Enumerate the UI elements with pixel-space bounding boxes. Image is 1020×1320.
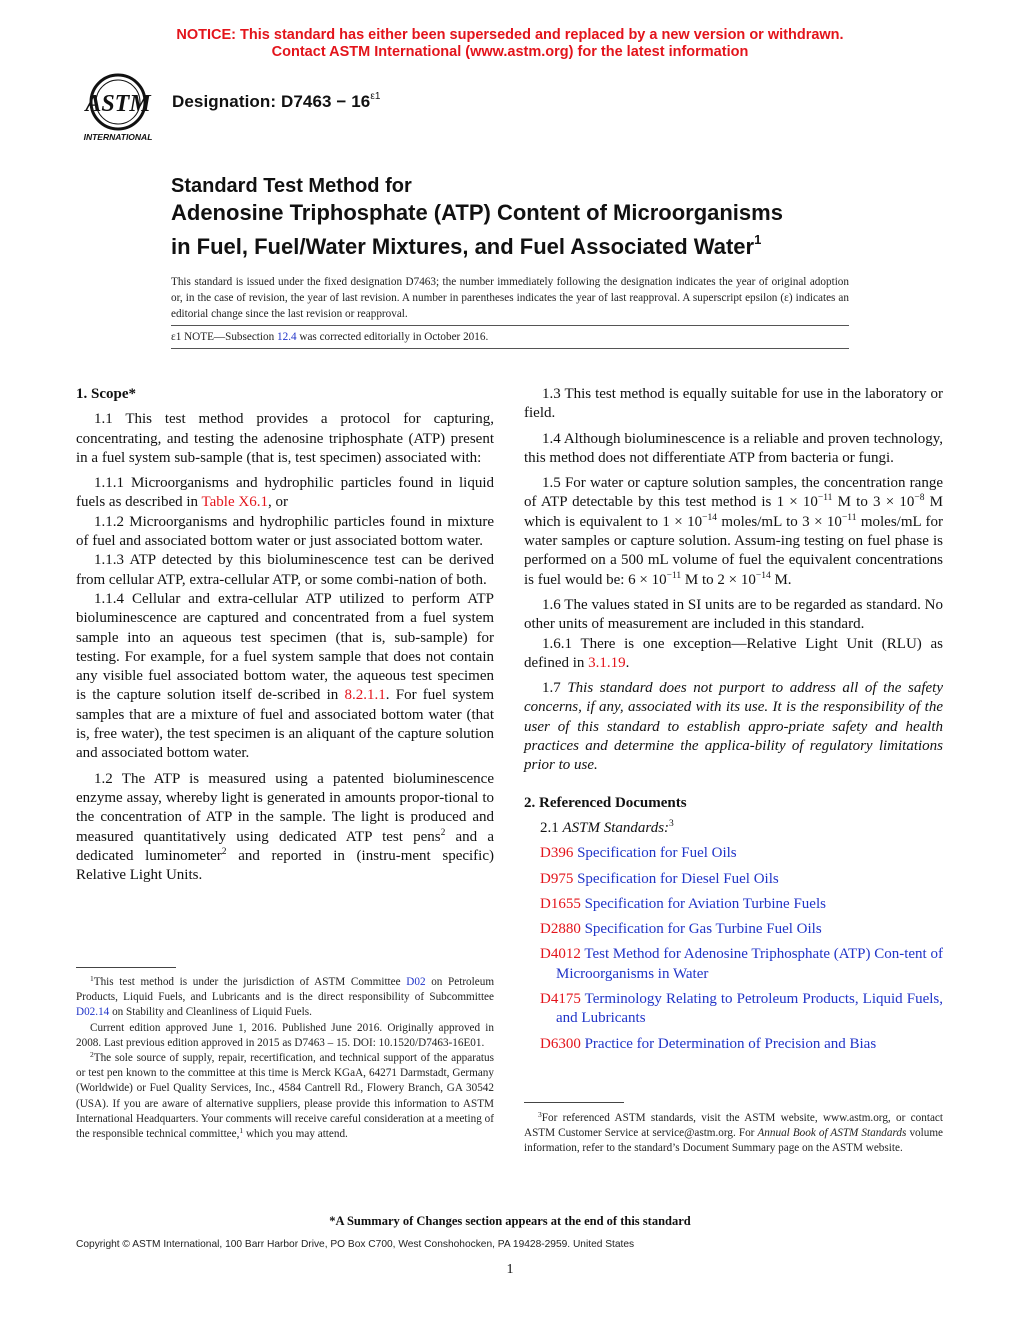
issued-note: This standard is issued under the fixed designation D7463; the number immediately following the designation indicates the year of original adoption or, in the case of revision, the year of last revision. A number in parentheses indicates the year of last reapproval. A superscript epsilon (ε) indicates an editorial change since the last revision or reapproval.	[171, 276, 849, 320]
notice-line-1: NOTICE: This standard has either been superseded and replaced by a new version or withdrawn.	[176, 27, 844, 43]
designation	[172, 91, 381, 112]
footnote-divider-right	[524, 1102, 624, 1103]
page-number: 1	[506, 1262, 514, 1277]
paragraph-1-1-3: 1.1.3 ATP detected by this bioluminescence test can be derived from cellular ATP, extra-cellular ATP, or some combi-nation of both.	[76, 552, 494, 588]
title-line-3: in Fuel, Fuel/Water Mixtures, and Fuel Associated Water	[171, 234, 755, 259]
reference-item[interactable]: D396 Specification for Fuel Oils	[540, 845, 737, 862]
epsilon-note	[171, 331, 488, 343]
scope-heading: 1. Scope*	[76, 386, 136, 402]
withdrawal-notice	[0, 27, 1020, 61]
astm-logo-icon	[76, 72, 160, 144]
epsilon-note-suffix: was corrected editorially in October 2016.	[299, 331, 489, 343]
footnote-divider-left	[76, 967, 176, 968]
subsection-12-4-link[interactable]: 12.4	[277, 331, 297, 343]
section-3-1-19-link[interactable]: 3.1.19	[588, 654, 626, 671]
summary-of-changes-note: *A Summary of Changes section appears at the end of this standard	[329, 1214, 691, 1228]
right-column	[524, 385, 943, 1060]
reference-item[interactable]: D4012 Test Method for Adenosine Triphosphate (ATP) Con-tent of Microorganisms in Water	[540, 946, 943, 982]
section-8-2-1-1-link[interactable]: 8.2.1.1	[344, 687, 386, 704]
logo-letters: ASTM	[85, 91, 151, 117]
title-line-1: Standard Test Method for	[171, 175, 412, 197]
title-footnote-mark: 1	[754, 232, 762, 247]
footnotes-right	[524, 1111, 943, 1157]
reference-list	[524, 844, 943, 1054]
reference-item[interactable]: D4175 Terminology Relating to Petroleum Products, Liquid Fuels, and Lubricants	[540, 991, 944, 1027]
reference-item[interactable]: D6300 Practice for Determination of Precision and Bias	[540, 1035, 877, 1052]
astm-standards-subheading: 2.1 ASTM Standards:$^3$	[540, 818, 674, 836]
reference-item[interactable]: D975 Specification for Diesel Fuel Oils	[540, 870, 779, 887]
referenced-documents-heading: 2. Referenced Documents	[524, 794, 687, 811]
paragraph-1-1-1: 1.1.1 Microorganisms and hydrophilic particles found in liquid fuels as described in Table X6.1, or	[76, 475, 494, 511]
subcommittee-d02-14-link[interactable]: D02.14	[76, 1006, 110, 1019]
footnote-1: $^1$This test method is under the jurisdiction of ASTM Committee D02 on Petroleum Products, Liquid Fuels, and Lubricants and is the direct responsibility of Subcommittee D02.14 on Stability and Cleanliness of Liquid Fuels.	[76, 974, 495, 1019]
designation-label: Designation: D7463 − 16	[172, 92, 371, 111]
committee-d02-link[interactable]: D02	[406, 976, 426, 988]
divider-bottom	[171, 348, 849, 349]
paragraph-1-4: 1.4 Although bioluminescence is a reliable and proven technology, this method does not differentiate ATP from bacteria or fungi.	[524, 430, 943, 466]
epsilon-note-prefix: ε1 NOTE—Subsection	[171, 331, 275, 343]
reference-item[interactable]: D2880 Specification for Gas Turbine Fuel Oils	[540, 921, 822, 938]
reference-item[interactable]: D1655 Specification for Aviation Turbine Fuels	[540, 895, 826, 912]
designation-epsilon: ε1	[370, 91, 381, 102]
paragraph-1-1-2: 1.1.2 Microorganisms and hydrophilic particles found in mixture of fuel and associated bottom water or just associated bottom water.	[76, 513, 494, 550]
paragraph-1-5: 1.5 For water or capture solution samples, the concentration range of ATP detectable by this test method is $1 \times 10^{-11}$ M to $3 \times 10^{-8}$ M which is equivalent to $1 \times 10^{-14}$ moles/mL to $3 \times 10^{-11}$ moles/mL for water samples or capture solution. Assum-ing testing on fuel phase is performed on a 500 mL volume of fuel the equivalent concentrations is fuel would be: $6 \times 10^{-11}$ M to $2 \times 10^{-14}$ M.	[524, 475, 944, 588]
notice-line-2: Contact ASTM International (www.astm.org) for the latest information	[271, 44, 749, 60]
footnote-2: $^2$The sole source of supply, repair, recertification, and technical support of the apparatus or test pen known to the committee at this time is Merck KGaA, 64271 Darmstadt, Germany (Worldwide) or Fuel Quality Services, Inc., 4584 Cantrell Rd., Flowery Branch, GA 30542 (USA). If you are aware of alternative suppliers, please provide this information to ASTM International Headquarters. Your comments will receive careful consideration at a meeting of the responsible technical committee,$^1$ which you may attend.	[76, 1050, 494, 1141]
copyright: Copyright © ASTM International, 100 Barr Harbor Drive, PO Box C700, West Conshohocken, PA 19428-2959. United States	[76, 1239, 635, 1250]
left-column	[76, 385, 494, 891]
footnote-1-edition: Current edition approved June 1, 2016. Published June 2016. Originally approved in 2008. Last previous edition approved in 2015 as D7463 – 15. DOI: 10.1520/D7463-16E01.	[76, 1021, 494, 1049]
document-title	[171, 199, 871, 260]
title-line-2: Adenosine Triphosphate (ATP) Content of Microorganisms	[171, 200, 783, 225]
paragraph-1-1: 1.1 This test method provides a protocol for capturing, concentrating, and testing the adenosine triphosphate (ATP) present in a fuel system sub-sample (that is, test specimen) associated with:	[76, 411, 494, 466]
paragraph-1-1-4: 1.1.4 Cellular and extra-cellular ATP utilized to perform ATP bioluminescence are captured and concentrated from a fuel system sample into an aqueous test specimen (that is, sub-sample) for testing. For example, for a fuel system sample that does not contain any visible fuel associated bottom water, the aqueous test specimen is the capture solution itself de-scribed in 8.2.1.1. For fuel system samples that are a mixture of fuel and associated bottom water (that is, free water), the test specimen is an aliquant of the capture solution and associated bottom water.	[76, 590, 495, 762]
footnotes-left	[76, 975, 494, 1142]
footnote-3: $^3$For referenced ASTM standards, visit the ASTM website, www.astm.org, or contact ASTM Customer Service at service@astm.org. For Annual Book of ASTM Standards volume information, refer to the standard’s Document Summary page on the ASTM website.	[524, 1110, 943, 1155]
paragraph-1-3: 1.3 This test method is equally suitable for use in the laboratory or field.	[524, 386, 943, 422]
logo-caption: INTERNATIONAL	[83, 132, 153, 142]
paragraph-1-2: 1.2 The ATP is measured using a patented bioluminescence enzyme assay, whereby light is generated in amounts propor-tional to the concentration of ATP in the sample. The light is produced and measured quantitatively using dedicated ATP test pens$^2$ and a dedicated luminometer$^2$ and reported in (instru-ment specific) Relative Light Units.	[76, 770, 494, 884]
paragraph-1-6: 1.6 The values stated in SI units are to be regarded as standard. No other units of measurement are included in this standard.	[524, 596, 943, 633]
paragraph-1-6-1: 1.6.1 There is one exception—Relative Light Unit (RLU) as defined in 3.1.19.	[524, 635, 943, 671]
paragraph-1-7: 1.7 This standard does not purport to address all of the safety concerns, if any, associated with its use. It is the responsibility of the user of this standard to establish appro-priate safety and health practices and determine the applica-bility of regulatory limitations prior to use.	[524, 680, 944, 774]
astm-logo	[76, 72, 160, 144]
table-x6-1-link[interactable]: Table X6.1	[201, 494, 268, 511]
divider-top	[171, 325, 849, 326]
